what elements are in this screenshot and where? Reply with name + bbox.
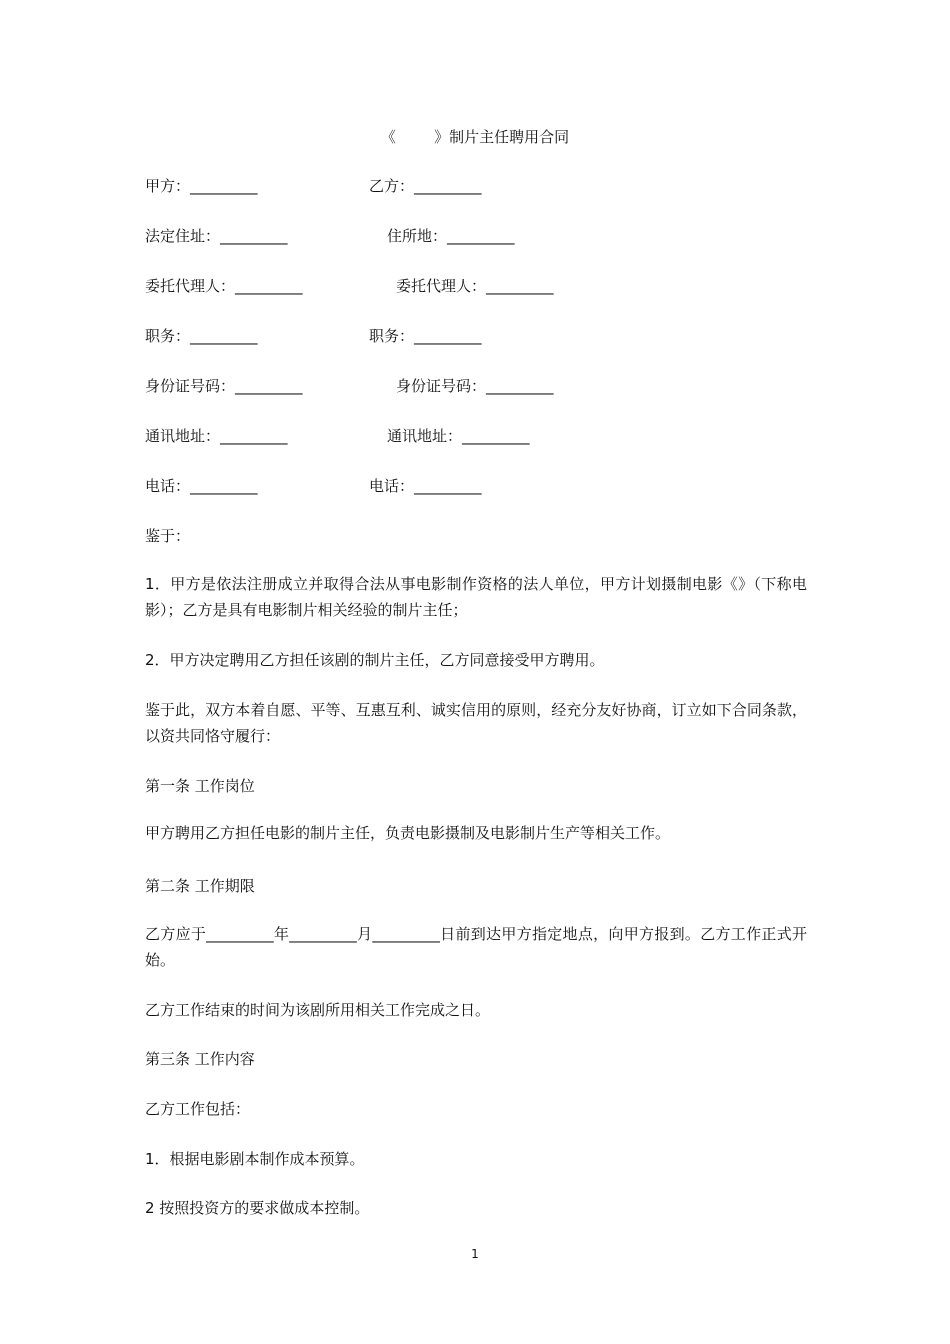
article-2-end-text: 乙方工作结束的时间为该剧所用相关工作完成之日。 <box>145 1001 491 1019</box>
party-row-mail <box>145 426 807 448</box>
party-b-agent-field: 委托代理人：_________ <box>396 277 554 295</box>
party-a-mail-address-field: 通讯地址：_________ <box>145 427 288 445</box>
party-row-phone <box>145 476 807 498</box>
party-row-address <box>145 226 807 248</box>
party-a-id-field: 身份证号码：_________ <box>145 377 303 395</box>
article-3-title: 第三条 工作内容 <box>145 1050 255 1068</box>
party-b-mail-address-field: 通讯地址：_________ <box>387 427 530 445</box>
page-number: 1 <box>471 1247 479 1261</box>
party-b-name-field: 乙方：_________ <box>369 177 482 195</box>
party-a-name-field: 甲方：_________ <box>145 177 258 195</box>
party-row-name <box>145 176 807 198</box>
party-a-legal-address-field: 法定住址：_________ <box>145 227 288 245</box>
party-row-agent <box>145 276 807 298</box>
article-1-text: 甲方聘用乙方担任电影的制片主任，负责电影摄制及电影制片生产等相关工作。 <box>145 824 671 842</box>
article-2-text: 乙方应于_________年_________月_________日前到达甲方指定地点，向甲方报到。乙方工作正式开始。 <box>145 925 807 969</box>
agreement-intro: 鉴于此，双方本着自愿、平等、互惠互利、诚实信用的原则，经充分友好协商，订立如下合同条款，以资共同恪守履行： <box>145 701 807 745</box>
whereas-clause-2: 2．甲方决定聘用乙方担任该剧的制片主任，乙方同意接受甲方聘用。 <box>145 651 605 669</box>
party-b-id-field: 身份证号码：_________ <box>396 377 554 395</box>
party-b-position-field: 职务：_________ <box>369 327 482 345</box>
article-3-item-1: 1．根据电影剧本制作成本预算。 <box>145 1150 365 1168</box>
party-b-residence-field: 住所地：_________ <box>387 227 515 245</box>
party-b-phone-field: 电话：_________ <box>369 477 482 495</box>
article-3-item-2: 2 按照投资方的要求做成本控制。 <box>145 1199 370 1217</box>
whereas-clause-1: 1．甲方是依法注册成立并取得合法从事电影制作资格的法人单位，甲方计划摄制电影《》（下称电影）；乙方是具有电影制片相关经验的制片主任； <box>145 575 807 619</box>
article-3-intro: 乙方工作包括： <box>145 1100 251 1118</box>
party-a-position-field: 职务：_________ <box>145 327 258 345</box>
party-row-id <box>145 376 807 398</box>
article-2-title: 第二条 工作期限 <box>145 877 255 895</box>
whereas-label: 鉴于： <box>145 527 191 545</box>
party-a-agent-field: 委托代理人：_________ <box>145 277 303 295</box>
party-a-phone-field: 电话：_________ <box>145 477 258 495</box>
article-1-title: 第一条 工作岗位 <box>145 777 255 795</box>
party-row-position <box>145 326 807 348</box>
document-title: 《 》制片主任聘用合同 <box>380 128 570 146</box>
